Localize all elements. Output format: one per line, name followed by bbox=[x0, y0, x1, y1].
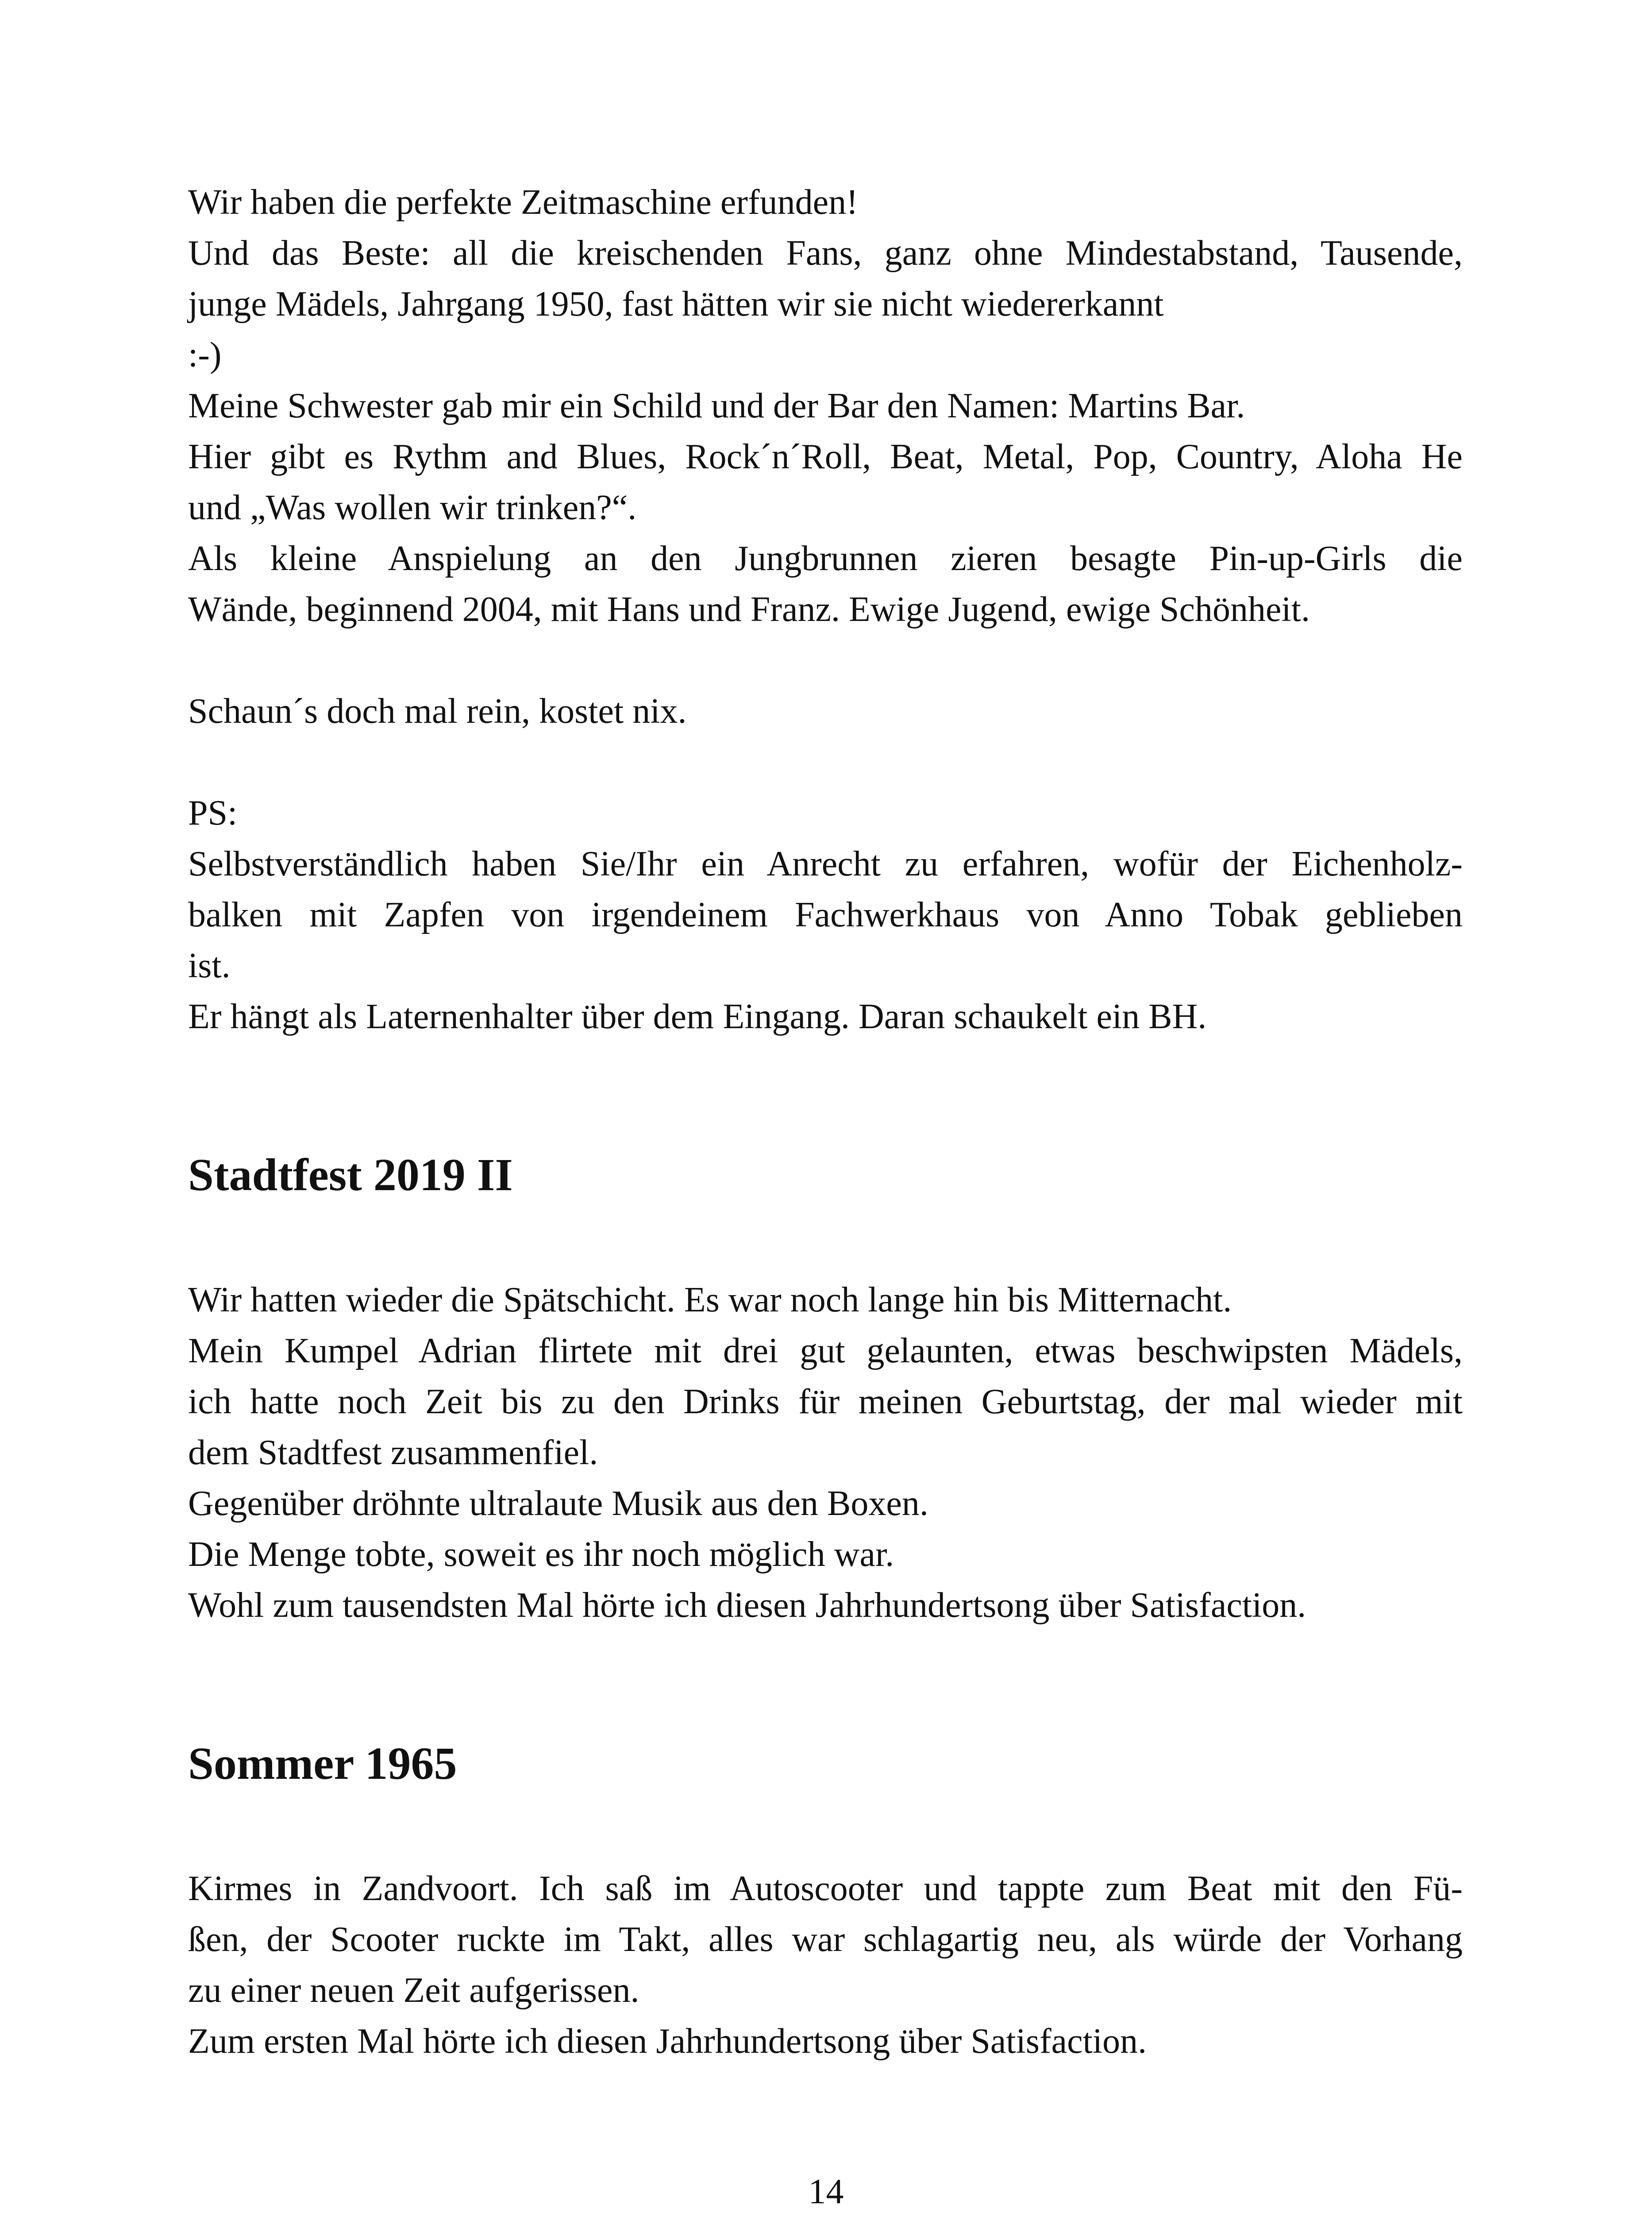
text-line: Kirmes in Zandvoort. Ich saß im Autoscooter und tappte zum Beat mit den Fü- bbox=[188, 1869, 1463, 1908]
text-line: Wohl zum tausendsten Mal hörte ich diesen Jahrhundertsong über Satisfaction. bbox=[188, 1586, 1306, 1625]
page-body bbox=[188, 177, 1463, 2067]
ps-paragraph bbox=[188, 788, 1463, 1042]
stadtfest-paragraph bbox=[188, 1275, 1463, 1631]
text-line: Wir haben die perfekte Zeitmaschine erfunden! bbox=[188, 183, 858, 222]
invite-line: Schaun´s doch mal rein, kostet nix. bbox=[188, 692, 687, 731]
page-number: 14 bbox=[808, 2172, 844, 2211]
text-line: Die Menge tobte, soweit es ihr noch möglich war. bbox=[188, 1535, 894, 1574]
text-line: ßen, der Scooter ruckte im Takt, alles war schlagartig neu, als würde der Vorhang bbox=[188, 1920, 1463, 1959]
intro-paragraph bbox=[188, 177, 1463, 635]
paragraph-spacer bbox=[188, 635, 1463, 686]
section-spacer bbox=[188, 1042, 1463, 1144]
text-line: Als kleine Anspielung an den Jungbrunnen zieren besagte Pin-up-Girls die bbox=[188, 539, 1463, 578]
sommer-paragraph bbox=[188, 1863, 1463, 2067]
text-line: und „Was wollen wir trinken?“. bbox=[188, 488, 637, 527]
heading-spacer bbox=[188, 1206, 1463, 1275]
paragraph-spacer bbox=[188, 737, 1463, 788]
text-line: ich hatte noch Zeit bis zu den Drinks für meinen Geburtstag, der mal wieder mit bbox=[188, 1382, 1463, 1421]
text-line: dem Stadtfest zusammenfiel. bbox=[188, 1433, 598, 1472]
heading-spacer bbox=[188, 1795, 1463, 1863]
text-line: :-) bbox=[188, 335, 222, 374]
section-heading-stadtfest-2019: Stadtfest 2019 II bbox=[188, 1149, 513, 1200]
text-line: Hier gibt es Rythm and Blues, Rock´n´Roll, Beat, Metal, Pop, Country, Aloha He bbox=[188, 437, 1463, 476]
text-line: ist. bbox=[188, 946, 231, 985]
text-line: Gegenüber dröhnte ultralaute Musik aus den Boxen. bbox=[188, 1484, 928, 1523]
text-line: Und das Beste: all die kreischenden Fans, ganz ohne Mindestabstand, Tausende, bbox=[188, 234, 1463, 273]
text-line: Selbstverständlich haben Sie/Ihr ein Anrecht zu erfahren, wofür der Eichenholz- bbox=[188, 844, 1463, 883]
section-heading-sommer-1965: Sommer 1965 bbox=[188, 1738, 457, 1789]
section-spacer bbox=[188, 1631, 1463, 1733]
ps-label: PS: bbox=[188, 794, 238, 833]
text-line: Er hängt als Laternenhalter über dem Eingang. Daran schaukelt ein BH. bbox=[188, 997, 1207, 1036]
text-line: Mein Kumpel Adrian flirtete mit drei gut gelaunten, etwas beschwipsten Mädels, bbox=[188, 1331, 1463, 1370]
text-line: Wände, beginnend 2004, mit Hans und Franz. Ewige Jugend, ewige Schönheit. bbox=[188, 590, 1310, 629]
text-line: junge Mädels, Jahrgang 1950, fast hätten wir sie nicht wiedererkannt bbox=[188, 285, 1164, 324]
text-line: Zum ersten Mal hörte ich diesen Jahrhundertsong über Satisfaction. bbox=[188, 2022, 1147, 2061]
text-line: zu einer neuen Zeit aufgerissen. bbox=[188, 1971, 639, 2010]
text-line: Meine Schwester gab mir ein Schild und der Bar den Namen: Martins Bar. bbox=[188, 386, 1245, 425]
text-line: Wir hatten wieder die Spätschicht. Es war noch lange hin bis Mitternacht. bbox=[188, 1280, 1232, 1319]
text-line: balken mit Zapfen von irgendeinem Fachwerkhaus von Anno Tobak geblieben bbox=[188, 895, 1463, 934]
